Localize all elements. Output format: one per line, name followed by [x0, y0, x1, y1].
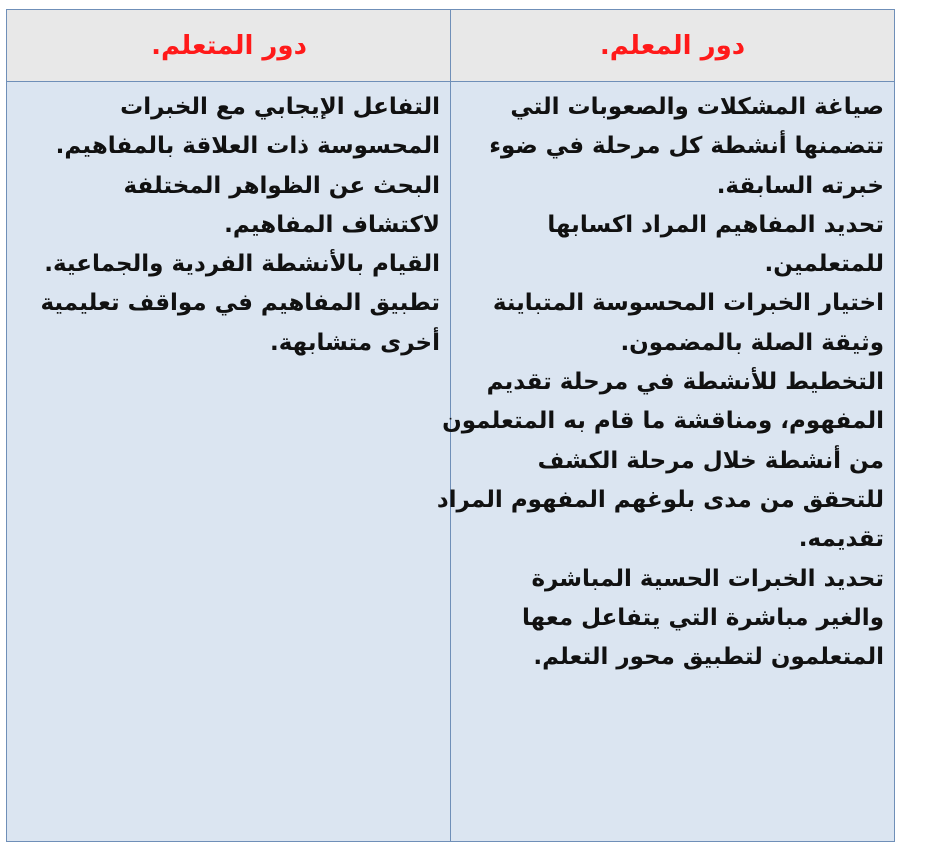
table-header-row	[7, 10, 894, 82]
teacher-line: التخطيط للأنشطة في مرحلة تقديم	[486, 369, 884, 396]
teacher-line: وثيقة الصلة بالمضمون.	[620, 329, 884, 356]
learner-line: التفاعل الإيجابي مع الخبرات	[120, 94, 440, 120]
teacher-line: المتعلمون لتطبيق محور التعلم.	[533, 644, 884, 671]
teacher-role-cell	[436, 82, 894, 841]
learner-line: القيام بالأنشطة الفردية والجماعية.	[44, 251, 440, 278]
learner-line: أخرى متشابهة.	[269, 329, 440, 356]
teacher-role-header: دور المعلم.	[450, 10, 894, 81]
teacher-line: للمتعلمين.	[764, 251, 884, 278]
table-body-row	[7, 82, 894, 841]
roles-table	[6, 9, 895, 842]
teacher-line: للتحقق من مدى بلوغهم المفهوم المراد	[436, 486, 884, 513]
learner-line: المحسوسة ذات العلاقة بالمفاهيم.	[55, 133, 440, 160]
learner-role-header: دور المتعلم.	[151, 30, 307, 61]
learner-line: تطبيق المفاهيم في مواقف تعليمية	[40, 290, 440, 317]
learner-line: البحث عن الظواهر المختلفة	[123, 172, 440, 199]
teacher-line: تتضمنها أنشطة كل مرحلة في ضوء	[489, 133, 884, 160]
teacher-line: خبرته السابقة.	[716, 172, 884, 199]
teacher-line: من أنشطة خلال مرحلة الكشف	[537, 447, 884, 474]
teacher-line: اختيار الخبرات المحسوسة المتباينة	[492, 290, 884, 317]
learner-line: لاكتشاف المفاهيم.	[224, 211, 440, 238]
learner-role-cell	[8, 82, 450, 841]
teacher-line: تحديد المفاهيم المراد اكسابها	[547, 211, 884, 238]
teacher-line: المفهوم، ومناقشة ما قام به المتعلمون	[442, 408, 884, 435]
teacher-line: تحديد الخبرات الحسية المباشرة	[531, 565, 884, 592]
teacher-line: تقديمه.	[798, 526, 884, 553]
teacher-line: صياغة المشكلات والصعوبات التي	[510, 94, 884, 120]
teacher-line: والغير مباشرة التي يتفاعل معها	[522, 604, 884, 631]
